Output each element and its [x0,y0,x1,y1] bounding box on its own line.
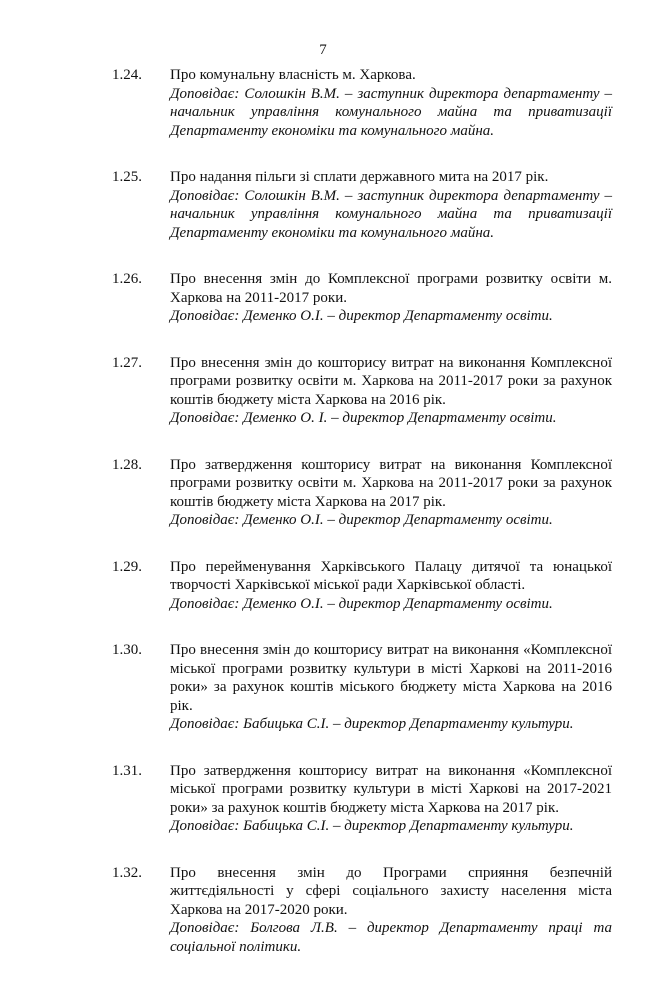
item-number: 1.30. [112,642,142,658]
item-number: 1.26. [112,271,142,287]
item-speaker: Доповідає: Деменко О.І. – директор Департаменту освіти. [170,308,553,324]
agenda-item [0,558,646,614]
item-title: Про затвердження кошторису витрат на виконання «Комплексної міської програми розвитку культури в місті Харкові на 2017-2021 роки» за рахунок коштів бюджету міста Харкова на 2017 рік. [170,762,612,816]
item-speaker: Доповідає: Деменко О. І. – директор Департаменту освіти. [170,410,557,426]
item-speaker: Доповідає: Солошкін В.М. – заступник директора департаменту – начальник управління комунального майна та приватизації Департаменту економіки та комунального майна. [170,187,612,241]
item-number: 1.32. [112,864,142,881]
item-body [170,864,612,957]
agenda-item [0,168,646,242]
page-number: 7 [319,42,327,58]
agenda-items [0,66,646,984]
item-body [170,762,612,836]
item-number: 1.25. [112,169,142,185]
item-title: Про внесення змін до Програми сприяння безпечній життєдіяльності у сфері соціального захисту населення міста Харкова на 2017-2020 роки. [170,864,612,918]
agenda-item [0,270,646,326]
agenda-item [0,456,646,530]
item-body [170,168,612,242]
item-speaker: Доповідає: Бабицька С.І. – директор Департаменту культури. [170,716,574,732]
item-body [170,66,612,140]
agenda-item [0,864,646,957]
item-speaker: Доповідає: Бабицька С.І. – директор Департаменту культури. [170,818,574,834]
item-body [170,558,612,614]
item-number: 1.27. [112,354,142,371]
item-title: Про внесення змін до кошторису витрат на виконання Комплексної програми розвитку освіти м. Харкова на 2011-2017 роки за рахунок коштів бюджету міста Харкова на 2016 рік. [170,354,612,408]
item-number: 1.28. [112,456,142,473]
item-speaker: Доповідає: Деменко О.І. – директор Департаменту освіти. [170,595,553,612]
item-body [170,456,612,530]
agenda-item [0,641,646,734]
item-title: Про надання пільги зі сплати державного мита на 2017 рік. [170,169,549,185]
item-speaker: Доповідає: Солошкін В.М. – заступник директора департаменту – начальник управління комунального майна та приватизації Департаменту економіки та комунального майна. [170,85,612,139]
item-body [170,270,612,326]
agenda-item [0,66,646,140]
item-number: 1.31. [112,762,142,779]
item-title: Про затвердження кошторису витрат на виконання Комплексної програми розвитку освіти м. Харкова на 2011-2017 роки за рахунок коштів бюджету міста Харкова на 2017 рік. [170,456,612,510]
item-body [170,641,612,734]
item-speaker: Доповідає: Болгова Л.В. – директор Департаменту праці та соціальної політики. [170,920,612,955]
item-speaker: Доповідає: Деменко О.І. – директор Департаменту освіти. [170,512,553,528]
item-title: Про перейменування Харківського Палацу дитячої та юнацької творчості Харківської міської ради Харківської області. [170,558,612,593]
item-title: Про внесення змін до Комплексної програми розвитку освіти м. Харкова на 2011-2017 роки. [170,271,612,306]
item-body [170,354,612,428]
agenda-item [0,762,646,836]
item-title: Про комунальну власність м. Харкова. [170,67,416,83]
item-number: 1.29. [112,558,142,575]
item-number: 1.24. [112,67,142,83]
agenda-item [0,354,646,428]
item-title: Про внесення змін до кошторису витрат на виконання «Комплексної міської програми розвитку культури в місті Харкові на 2011-2016 роки» за рахунок коштів міського бюджету міста Харкова на 2016 рік. [170,642,612,714]
